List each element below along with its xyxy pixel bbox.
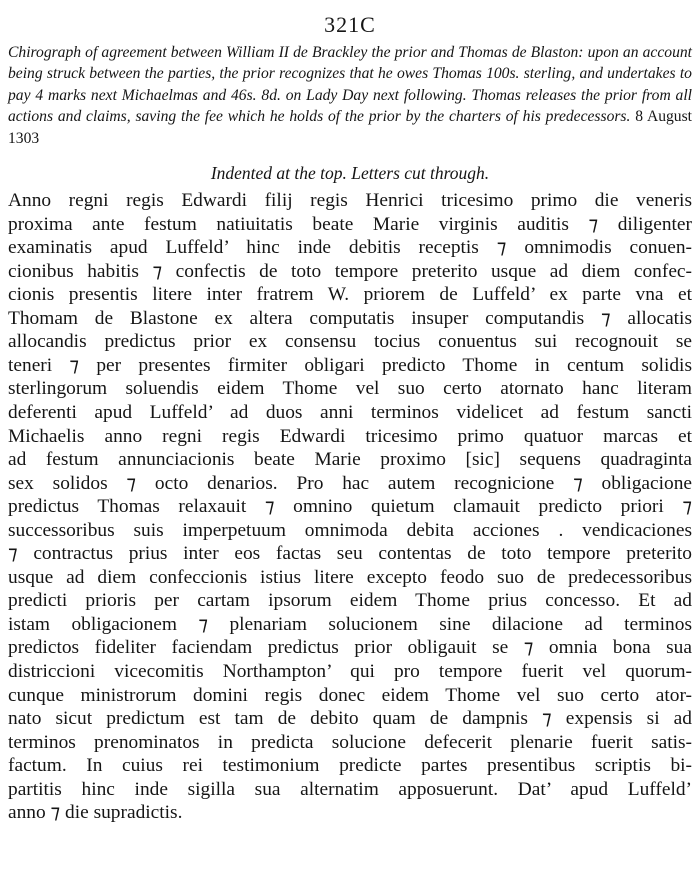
summary-text: upon an account being struck between the parties, the prior recognizes that he owes Thomas bbox=[8, 44, 692, 83]
text-line: sex solidos ⁊ octo denarios. Pro hac autem recognicione ⁊ obligacione bbox=[8, 472, 692, 494]
document-number: 321C bbox=[324, 12, 376, 37]
text-line: deferenti apud Luffeld’ ad duos anni terminos videlicet ad festum sancti bbox=[8, 401, 692, 423]
text-line: predicti prioris per cartam ipsorum eidem Thome prius concesso. Et ad bbox=[8, 590, 692, 612]
text-line: terminos prenominatos in predicta solucione defecerit plenarie fuerit satis- bbox=[8, 731, 692, 753]
document-date: 8 August 1303 bbox=[8, 108, 693, 147]
text-line: predictus Thomas relaxauit ⁊ omnino quietum clamauit predicto priori ⁊ bbox=[8, 496, 692, 518]
text-line: sterlingorum soluendis eidem Thome vel suo certo atornato hanc literam bbox=[8, 378, 692, 400]
summary-text: following. Thomas releases the prior from all actions and claims, saving the fee which he holds bbox=[8, 86, 692, 126]
text-line: ⁊ contractus prius inter eos factas seu contentas de toto tempore preterito bbox=[8, 543, 692, 565]
charter-text bbox=[8, 189, 692, 825]
text-line: cunque ministrorum domini regis donec eidem Thome vel suo certo ator- bbox=[8, 684, 692, 706]
text-line: ad festum annunciacionis beate Marie proximo [sic] sequens quadraginta bbox=[8, 449, 692, 471]
text-line: usque ad diem confeccionis istius litere excepto feodo suo de predecessoribus bbox=[8, 566, 692, 588]
text-line: cionis presentis litere inter fratrem W. priorem de Luffeld’ ex parte vna et bbox=[8, 284, 692, 306]
text-line: factum. In cuius rei testimonium predicte partes presentibus scriptis bi- bbox=[8, 755, 692, 777]
text-line: allocandis predictus prior ex consensu tocius conuentus sui recognouit se bbox=[8, 331, 692, 353]
text-line: anno ⁊ die supradictis. bbox=[8, 802, 183, 824]
text-line: partitis hinc inde sigilla sua alternatim apposuerunt. Dat’ apud Luffeld’ bbox=[8, 778, 692, 800]
text-line: Anno regni regis Edwardi filij regis Henrici tricesimo primo die veneris bbox=[8, 190, 692, 212]
text-line: proxima ante festum natiuitatis beate Marie virginis auditis ⁊ diligenter bbox=[8, 213, 692, 235]
summary-text: 100s. sterling, and undertakes to pay 4 marks next Michaelmas and 46s. 8d. on Lady Day next bbox=[8, 65, 692, 104]
text-line: cionibus habitis ⁊ confectis de toto tempore preterito usque ad diem confec- bbox=[8, 260, 692, 282]
text-line: Thomam de Blastone ex altera computatis insuper computandis ⁊ allocatis bbox=[8, 307, 692, 329]
text-line: districcioni vicecomitis Northampton’ qui pro tempore fuerit vel quorum- bbox=[8, 660, 692, 682]
summary-text: Chirograph of agreement between William II de Brackley the prior and Thomas de Blaston: bbox=[8, 44, 584, 61]
text-line: teneri ⁊ per presentes firmiter obligari predicto Thome in centum solidis bbox=[8, 354, 692, 376]
text-line: predictos fideliter faciendam predictus prior obligauit se ⁊ omnia bona sua bbox=[8, 637, 692, 659]
text-line: istam obligacionem ⁊ plenariam solucionem sine dilacione ad terminos bbox=[8, 613, 692, 635]
text-line: examinatis apud Luffeld’ hinc inde debitis receptis ⁊ omnimodis conuen- bbox=[8, 237, 692, 259]
document-summary bbox=[8, 42, 692, 149]
text-line: Michaelis anno regni regis Edwardi tricesimo primo quatuor marcas et bbox=[8, 425, 692, 447]
text-line: successoribus suis imperpetuum omnimoda debita acciones . vendicaciones bbox=[8, 519, 692, 541]
text-line: nato sicut predictum est tam de debito quam de dampnis ⁊ expensis si ad bbox=[8, 708, 692, 730]
physical-description-note: Indented at the top. Letters cut through. bbox=[210, 163, 490, 184]
summary-text: of the prior by the charters of his predecessors. bbox=[327, 108, 631, 126]
